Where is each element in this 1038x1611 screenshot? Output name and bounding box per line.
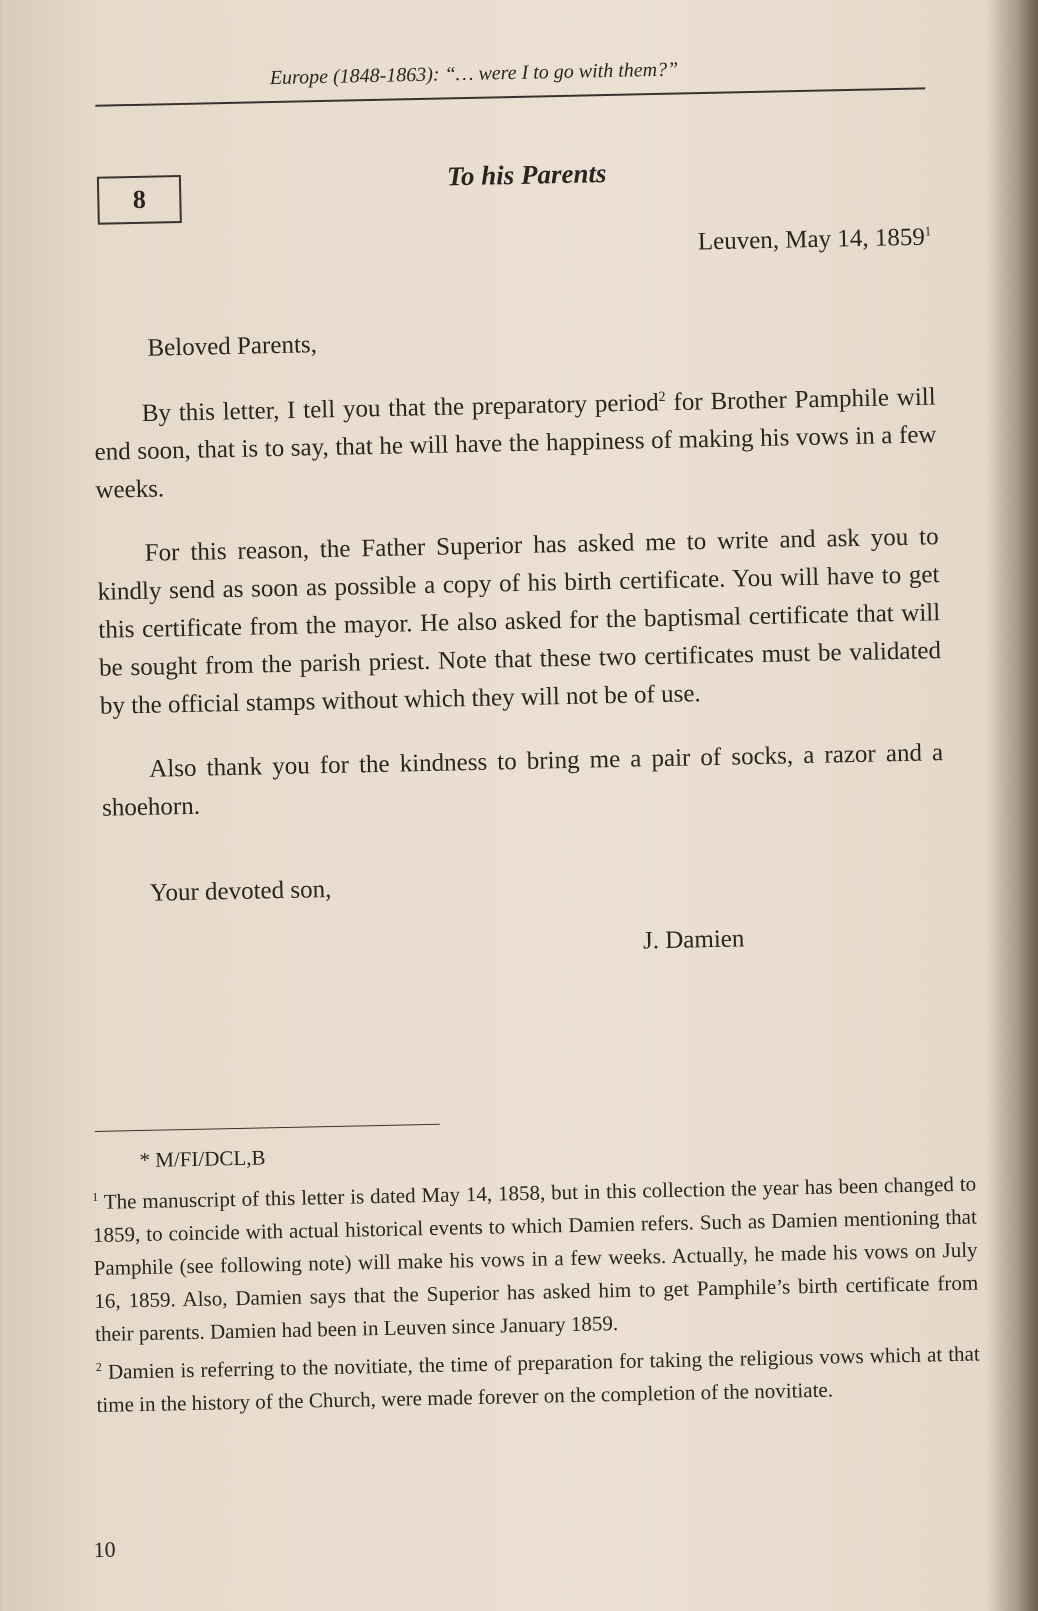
paragraph: [93, 373, 937, 510]
footnote-mark: 2: [95, 1359, 102, 1375]
page-number: 10: [93, 1536, 116, 1563]
footnotes: [92, 1163, 981, 1422]
source-reference: * M/FI/DCL,B: [139, 1145, 266, 1173]
footnote-mark: 1: [924, 223, 932, 239]
paragraph: For this reason, the Father Superior has asked me to write and ask you to kindly send as soon as possible a copy of his birth certificate. You will have to get this certificate from the mayor. He also asked for the baptismal certificate that will be sought from the parish priest. Note that these two certificates must be validated by the official stamps without which they will not be of use.: [97, 523, 942, 721]
letter-number-box: [97, 175, 182, 225]
paragraph-text: for Brother Pamphile will end soon, that is to say, that he will have the happiness of making his vows in a few weeks.: [94, 383, 937, 505]
footnote-text: Damien is referring to the novitiate, the time of preparation for taking the religious vows which at that time in the history of the Church, were made forever on the completion of the novitiate.: [96, 1341, 980, 1417]
signature: J. Damien: [642, 925, 745, 955]
paragraph: Also thank you for the kindness to bring me a pair of socks, a razor and a shoehorn.: [101, 739, 944, 823]
paragraph-text: By this letter, I tell you that the preparatory period: [141, 389, 659, 428]
salutation: Beloved Parents,: [147, 331, 318, 362]
running-head: Europe (1848-1863): “… were I to go with them?”: [269, 58, 679, 90]
closing: Your devoted son,: [149, 875, 332, 907]
footnote-mark: 2: [658, 389, 666, 406]
date-text: Leuven, May 14, 1859: [697, 223, 926, 256]
footnote-text: The manuscript of this letter is dated May 14, 1858, but in this collection the year has been changed to 1859, to coincide with actual historical events to which Damien refers. Such as Damien mentioning that Pamphile (see following note) will make his vows in a few weeks. Actually, he made his vows on July 16, 1859. Also, Damien says that the Superior has asked him to get Pamphile’s birth certificate from their parents. Damien had been in Leuven since January 1859.: [92, 1171, 979, 1347]
footnote-mark: 1: [92, 1189, 99, 1205]
header-rule: [95, 87, 925, 106]
footnote: [92, 1163, 979, 1351]
letter-title: To his Parents: [446, 158, 607, 192]
letter-body: [92, 313, 945, 854]
footnote-rule: [95, 1124, 440, 1132]
letter-number: 8: [132, 184, 147, 214]
date-line: [698, 223, 932, 256]
